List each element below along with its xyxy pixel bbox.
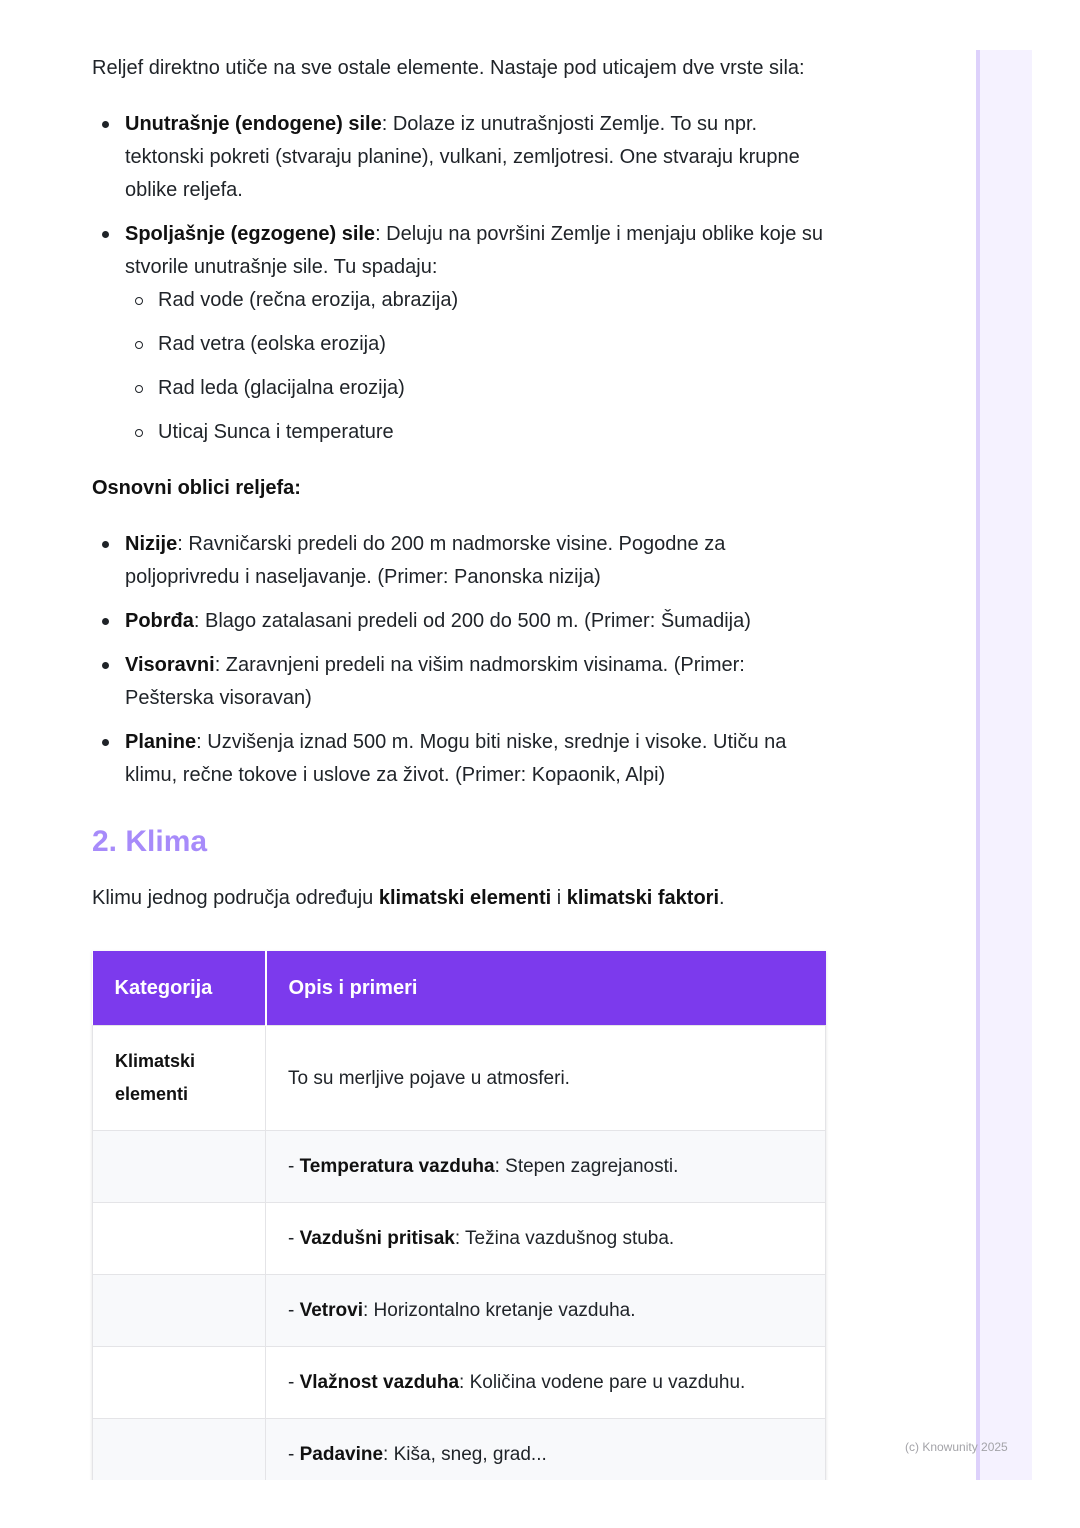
climate-intro-term: klimatski faktori: [566, 887, 720, 909]
list-item-desc: : Uzvišenja iznad 500 m. Mogu biti niske, srednje i visoke. Utiču na klimu, rečne tokove i uslove za život. (Primer: Kopaonik, Alpi): [125, 731, 787, 786]
table-row: [93, 1131, 826, 1203]
list-item: [92, 726, 832, 792]
table-cell-desc: : Horizontalno kretanje vazduha.: [362, 1300, 636, 1321]
table-cell-prefix: -: [288, 1372, 300, 1393]
sublist-item: Rad vode (rečna erozija, abrazija): [125, 284, 832, 317]
table-header-cell: Kategorija: [93, 951, 266, 1026]
table-cell-prefix: -: [288, 1228, 300, 1249]
table-cell-desc: : Kiša, sneg, grad...: [383, 1444, 547, 1465]
table-row: [93, 1203, 826, 1275]
table-cell-desc: : Količina vodene pare u vazduhu.: [459, 1372, 746, 1393]
list-item-desc: : Blago zatalasani predeli od 200 do 500 m. (Primer: Šumadija): [193, 610, 751, 632]
table-cell-prefix: -: [288, 1300, 300, 1321]
table-cell-category: [93, 1203, 266, 1275]
climate-intro-term: klimatski elementi: [378, 887, 552, 909]
table-cell-desc: : Stepen zagrejanosti.: [494, 1156, 679, 1177]
relief-forms-heading: Osnovni oblici reljefa:: [92, 477, 301, 499]
list-item: [92, 605, 832, 638]
table-cell-prefix: -: [288, 1156, 300, 1177]
list-item-desc: : Zaravnjeni predeli na višim nadmorskim visinama. (Primer: Pešterska visoravan): [125, 654, 745, 709]
relief-forms-list: [92, 528, 832, 792]
page-bottom-cutoff: [0, 1480, 1080, 1528]
list-item-desc: : Deluju na površini Zemlje i menjaju oblike koje su stvorile unutrašnje sile. Tu spadaju:: [125, 223, 824, 278]
list-item: [92, 528, 832, 594]
sublist-item: Uticaj Sunca i temperature: [125, 416, 832, 449]
margin-sidebar-rule: [976, 50, 980, 1480]
table-cell-term: Vlažnost vazduha: [299, 1372, 460, 1393]
table-cell-category: Klimatski elementi: [93, 1026, 266, 1131]
table-cell-description: [266, 1275, 826, 1347]
climate-intro-text: i: [551, 887, 567, 909]
table-cell-term: Vetrovi: [299, 1300, 363, 1321]
exogenous-forces-sublist: [125, 284, 832, 449]
list-item-term: Planine: [125, 731, 197, 753]
table-row: [93, 1275, 826, 1347]
climate-intro-text: Klimu jednog područja određuju: [92, 887, 379, 909]
table-cell-prefix: -: [288, 1444, 300, 1465]
table-cell-description: [266, 1347, 826, 1419]
section-title-climate: 2. Klima: [92, 825, 208, 858]
list-item-term: Spoljašnje (egzogene) sile: [125, 223, 376, 245]
table-cell-category: [93, 1347, 266, 1419]
climate-intro-paragraph: [92, 882, 832, 915]
forces-list: [92, 108, 832, 449]
list-item: [92, 218, 832, 449]
document-page: [92, 52, 832, 1491]
list-item: [92, 649, 832, 715]
table-cell-term: Temperatura vazduha: [299, 1156, 495, 1177]
list-item-term: Nizije: [125, 533, 178, 555]
list-item-term: Visoravni: [125, 654, 215, 676]
list-item-term: Pobrđa: [125, 610, 194, 632]
table-cell-description: [266, 1131, 826, 1203]
table-row: [93, 1026, 826, 1131]
sublist-item: Rad vetra (eolska erozija): [125, 328, 832, 361]
list-item-desc: : Dolaze iz unutrašnjosti Zemlje. To su npr. tektonski pokreti (stvaraju planine), vulkani, zemljotresi. One stvaraju krupne oblike reljefa.: [125, 113, 800, 201]
sublist-item: Rad leda (glacijalna erozija): [125, 372, 832, 405]
table-cell-description: To su merljive pojave u atmosferi.: [266, 1026, 826, 1131]
table-header-row: [93, 951, 826, 1026]
list-item-term: Unutrašnje (endogene) sile: [125, 113, 382, 135]
table-cell-category: [93, 1275, 266, 1347]
table-header-cell: Opis i primeri: [266, 951, 826, 1026]
list-item: [92, 108, 832, 207]
relief-intro-paragraph: Reljef direktno utiče na sve ostale elemente. Nastaje pod uticajem dve vrste sila:: [92, 57, 805, 79]
climate-intro-text: .: [719, 887, 725, 909]
table-cell-description: [266, 1203, 826, 1275]
list-item-desc: : Ravničarski predeli do 200 m nadmorske visine. Pogodne za poljoprivredu i naseljavanje. (Primer: Panonska nizija): [125, 533, 726, 588]
table-cell-category: [93, 1131, 266, 1203]
table-cell-desc: : Težina vazdušnog stuba.: [454, 1228, 675, 1249]
table-cell-term: Vazdušni pritisak: [299, 1228, 455, 1249]
margin-sidebar: [976, 50, 1032, 1480]
copyright-notice: (c) Knowunity 2025: [905, 1440, 1008, 1454]
table-cell-term: Padavine: [299, 1444, 384, 1465]
table-row: [93, 1347, 826, 1419]
climate-table: [92, 951, 826, 1491]
